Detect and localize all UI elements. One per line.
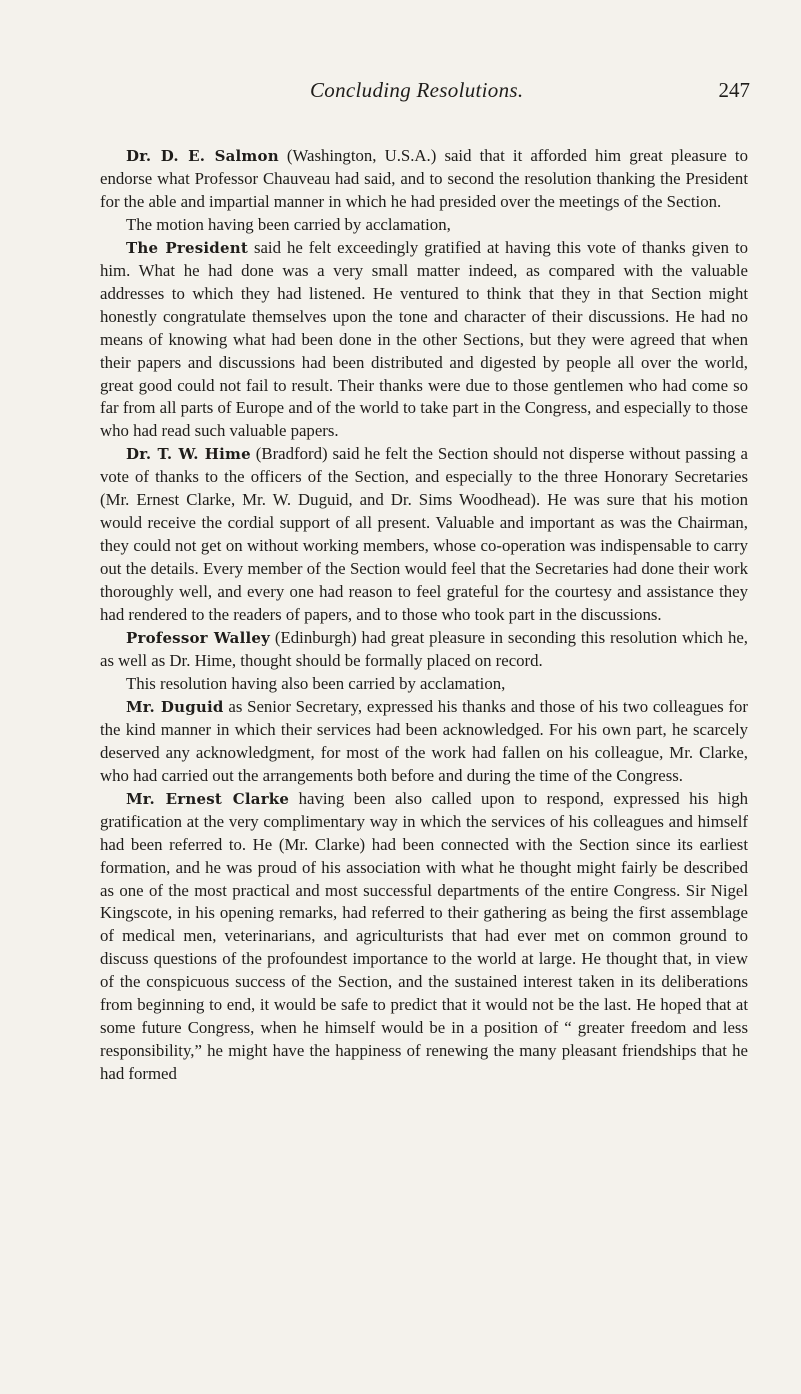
- paragraph-text: (Edinburgh) had great pleasure in seconding this resolution which he, as well as Dr. Hime, thought should be formally placed on record.: [100, 628, 748, 670]
- paragraph-text: said he felt exceedingly gratified at having this vote of thanks given to him. What he had done was a very small matter indeed, as compared with the valuable addresses to which they had listened. He ventured to think that they in that Section might honestly congratulate themselves upon the tone and character of their discussions. He had no means of knowing what had been done in the other Sections, but they were agreed that when their papers and discussions had been distributed and digested by people all over the world, great good could not fail to result. Their thanks were due to those gentlemen who had come so far from all parts of Europe and of the world to take part in the Congress, and especially to those who had read such valuable papers.: [100, 237, 749, 441]
- paragraph-president: [100, 237, 748, 444]
- speaker-name: The President: [126, 238, 248, 257]
- paragraph-hime: [100, 443, 748, 627]
- speaker-name: Dr. D. E. Salmon: [126, 147, 279, 165]
- running-title: Concluding Resolutions.: [310, 78, 524, 102]
- speaker-name: Professor Walley: [126, 629, 271, 648]
- paragraph-clarke: [100, 788, 748, 1086]
- speaker-name: Mr. Duguid: [126, 697, 224, 716]
- paragraph-text: This resolution having also been carried by acclamation,: [126, 673, 506, 693]
- page-number: 247: [718, 78, 750, 102]
- paragraph-walley: [100, 627, 748, 673]
- paragraph-text: having been also called upon to respond, expressed his high gratification at the very complimentary way in which the services of his colleagues and himself had been referred to. He (Mr. Clarke) had been connected with the Section since its earliest formation, and he was proud of his association with what he thought might fairly be described as one of the most practical and most successful departments of the entire Congress. Sir Nigel Kingscote, in his opening remarks, had referred to their gathering as being the first assemblage of medical men, veterinarians, and agriculturists that had ever met on common ground to discuss questions of the profoundest importance to the world at large. He thought that, in view of the conspicuous success of the Section, and the sustained interest taken in its deliberations from beginning to end, it would be safe to predict that it would not be the last. He hoped that at some future Congress, when he himself would be in a position of “ greater freedom and less responsibility,” he might have the happiness of renewing the many pleasant friendships that he had formed: [100, 788, 748, 1084]
- page-header: [100, 78, 750, 106]
- paragraph-text: (Bradford) said he felt the Section should not disperse without passing a vote of thanks to the officers of the Section, and especially to the three Honorary Secretaries (Mr. Ernest Clarke, Mr. W. Duguid, and Dr. Sims Woodhead). He was sure that his motion would receive the cordial support of all present. Valuable and important as was the Chairman, they could not get on without working members, whose co-operation was indispensable to carry out the details. Every member of the Section would feel that the Secretaries had done their work thoroughly well, and every one had reason to feel grateful for the courtesy and assistance they had rendered to the readers of papers, and to those who took part in the discussions.: [100, 444, 748, 625]
- paragraph-text: The motion having been carried by acclamation,: [126, 214, 451, 234]
- paragraph-duguid: [100, 696, 748, 788]
- speaker-name: Dr. T. W. Hime: [126, 445, 251, 464]
- text-body: [100, 145, 748, 1086]
- paragraph-salmon: [100, 145, 748, 214]
- speaker-name: Mr. Ernest Clarke: [126, 789, 290, 808]
- paragraph-text: (Washington, U.S.A.) said that it afforded him great pleasure to endorse what Professor Chauveau had said, and to second the resolution thanking the President for the able and impartial manner in which he had presided over the meetings of the Section.: [100, 146, 748, 211]
- paragraph-text: as Senior Secretary, expressed his thanks and those of his two colleagues for the kind manner in which their services had been acknowledged. For his own part, he scarcely deserved any acknowledgment, for most of the work had fallen on his colleague, Mr. Clarke, who had carried out the arrangements both before and during the time of the Congress.: [100, 696, 748, 785]
- paragraph-resolution-carried: [100, 673, 748, 696]
- paragraph-motion-carried: [100, 214, 748, 237]
